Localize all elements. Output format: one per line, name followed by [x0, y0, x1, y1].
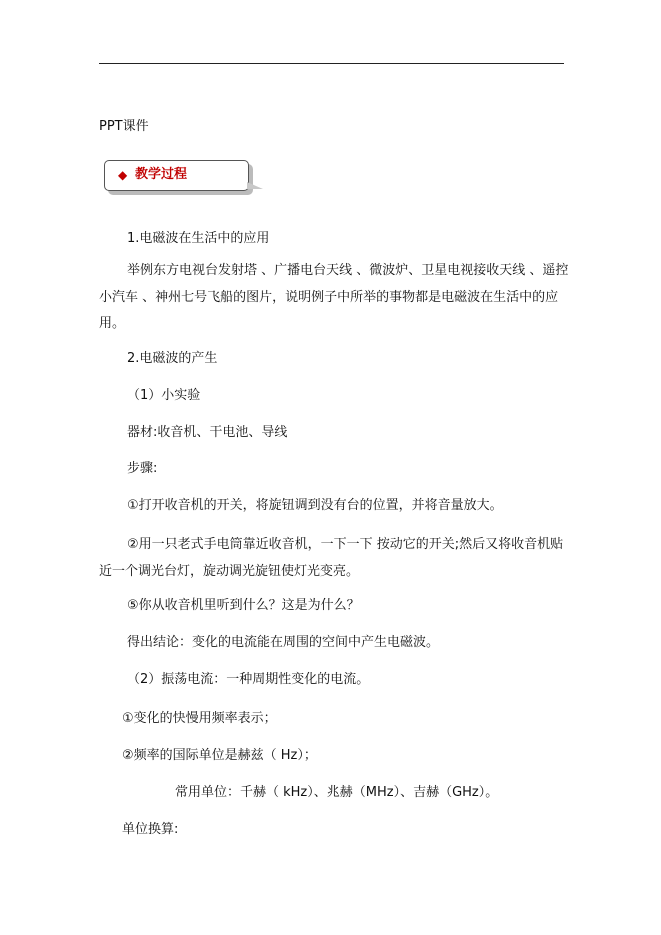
header-rule — [99, 63, 564, 64]
unit-conversion-label: 单位换算: — [122, 822, 179, 837]
course-label: PPT课件 — [99, 119, 149, 134]
steps-label: 步骤: — [127, 461, 158, 476]
box-fold-shadow — [247, 182, 263, 189]
heading-applications: 1.电磁波在生活中的应用 — [127, 231, 270, 246]
conclusion-text: 得出结论：变化的电流能在周围的空间中产生电磁波。 — [127, 635, 440, 650]
step-2: ②用一只老式手电筒靠近收音机，一下一下 按动它的开关;然后又将收音机贴近一个调光台灯，旋动调光旋钮使灯光变亮。 — [99, 537, 564, 579]
section-title: 教学过程 — [135, 167, 188, 182]
step-1: ①打开收音机的开关，将旋钮调到没有台的位置，并将音量放大。 — [127, 498, 503, 513]
step-3: ⑤你从收音机里听到什么？这是为什么？ — [127, 598, 360, 613]
equipment-text: 器材:收音机、干电池、导线 — [127, 425, 288, 440]
common-units: 常用单位：千赫（ kHz）、兆赫（MHz）、吉赫（GHz）。 — [175, 785, 499, 800]
section-title-box — [104, 160, 249, 191]
diamond-icon: ◆ — [118, 168, 128, 182]
point-2: ②频率的国际单位是赫兹（ Hz）； — [122, 748, 317, 763]
subheading-experiment: （1）小实验 — [127, 388, 201, 403]
paragraph-examples: 举例东方电视台发射塔 、广播电台天线 、微波炉、卫星电视接收天线 、遥控小汽车 、神州七号飞船的图片，说明例子中所举的事物都是电磁波在生活中的应用。 — [99, 263, 569, 331]
heading-generation: 2.电磁波的产生 — [127, 351, 218, 366]
subheading-oscillating-current: （2）振荡电流：一种周期性变化的电流。 — [127, 672, 370, 687]
point-1: ①变化的快慢用频率表示； — [122, 711, 277, 726]
